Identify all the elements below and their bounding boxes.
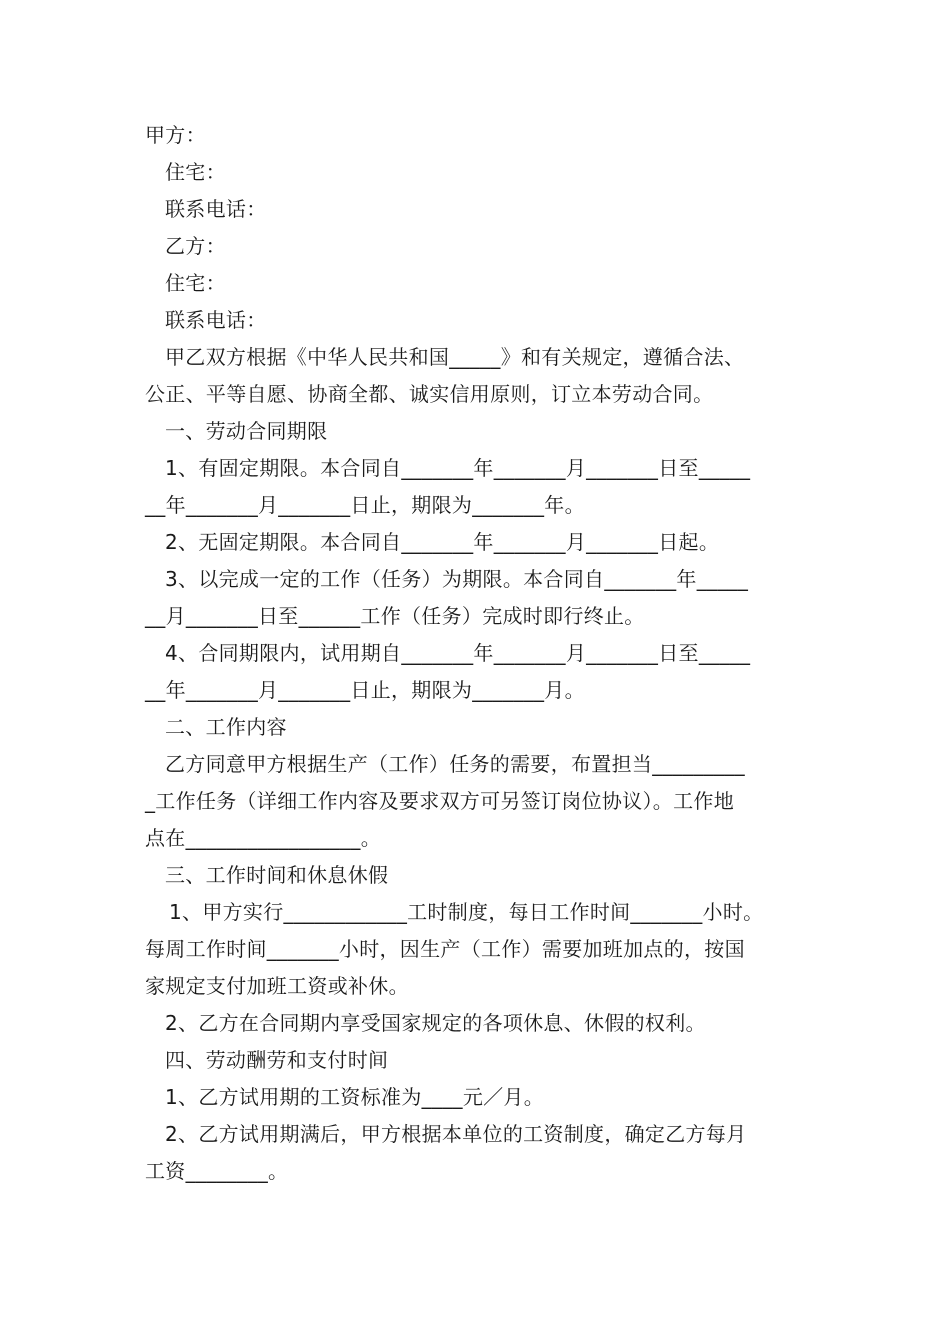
party-b-phone: 联系电话： [165, 308, 267, 332]
clause-3-2: 2、乙方在合同期内享受国家规定的各项休息、休假的权利。 [165, 1011, 706, 1035]
party-a-label: 甲方： [145, 123, 206, 147]
preamble-line-1: 甲乙双方根据《中华人民共和国_____》和有关规定，遵循合法、 [165, 345, 745, 369]
clause-1-3-line-1: 3、以完成一定的工作（任务）为期限。本合同自_______年_____ [165, 567, 749, 591]
clause-3-1-line-2: 每周工作时间_______小时，因生产（工作）需要加班加点的，按国 [145, 937, 745, 961]
clause-1-1-line-1: 1、有固定期限。本合同自_______年_______月_______日至_____ [165, 456, 751, 480]
clause-4-1: 1、乙方试用期的工资标准为____元／月。 [165, 1085, 545, 1109]
clause-1-1-line-2: __年_______月_______日止，期限为_______年。 [145, 493, 585, 517]
clause-1-4-line-2: __年_______月_______日止，期限为_______月。 [145, 678, 585, 702]
clause-3-1-line-3: 家规定支付加班工资或补休。 [145, 974, 409, 998]
party-b-label: 乙方： [165, 234, 226, 258]
section-1-heading: 一、劳动合同期限 [165, 419, 328, 443]
clause-2-line-3: 点在_________________。 [145, 826, 381, 850]
preamble-line-2: 公正、平等自愿、协商全都、诚实信用原则，订立本劳动合同。 [145, 382, 714, 406]
clause-1-4-line-1: 4、合同期限内，试用期自_______年_______月_______日至_____ [165, 641, 751, 665]
party-a-phone: 联系电话： [165, 197, 267, 221]
clause-2-line-2: _工作任务（详细工作内容及要求双方可另签订岗位协议）。工作地 [145, 789, 734, 813]
clause-3-1-line-1: 1、甲方实行____________工时制度，每日工作时间_______小时。 [169, 900, 764, 924]
contract-body [145, 117, 810, 1190]
clause-2-line-1: 乙方同意甲方根据生产（工作）任务的需要，布置担当_________ [165, 752, 745, 776]
clause-4-2-line-1: 2、乙方试用期满后，甲方根据本单位的工资制度，确定乙方每月 [165, 1122, 747, 1146]
party-a-address: 住宅： [165, 160, 226, 184]
party-b-address: 住宅： [165, 271, 226, 295]
clause-1-3-line-2: __月_______日至______工作（任务）完成时即行终止。 [145, 604, 645, 628]
section-4-heading: 四、劳动酬劳和支付时间 [165, 1048, 389, 1072]
clause-1-2: 2、无固定期限。本合同自_______年_______月_______日起。 [165, 530, 720, 554]
section-3-heading: 三、工作时间和休息休假 [165, 863, 389, 887]
section-2-heading: 二、工作内容 [165, 715, 287, 739]
clause-4-2-line-2: 工资________。 [145, 1159, 289, 1183]
